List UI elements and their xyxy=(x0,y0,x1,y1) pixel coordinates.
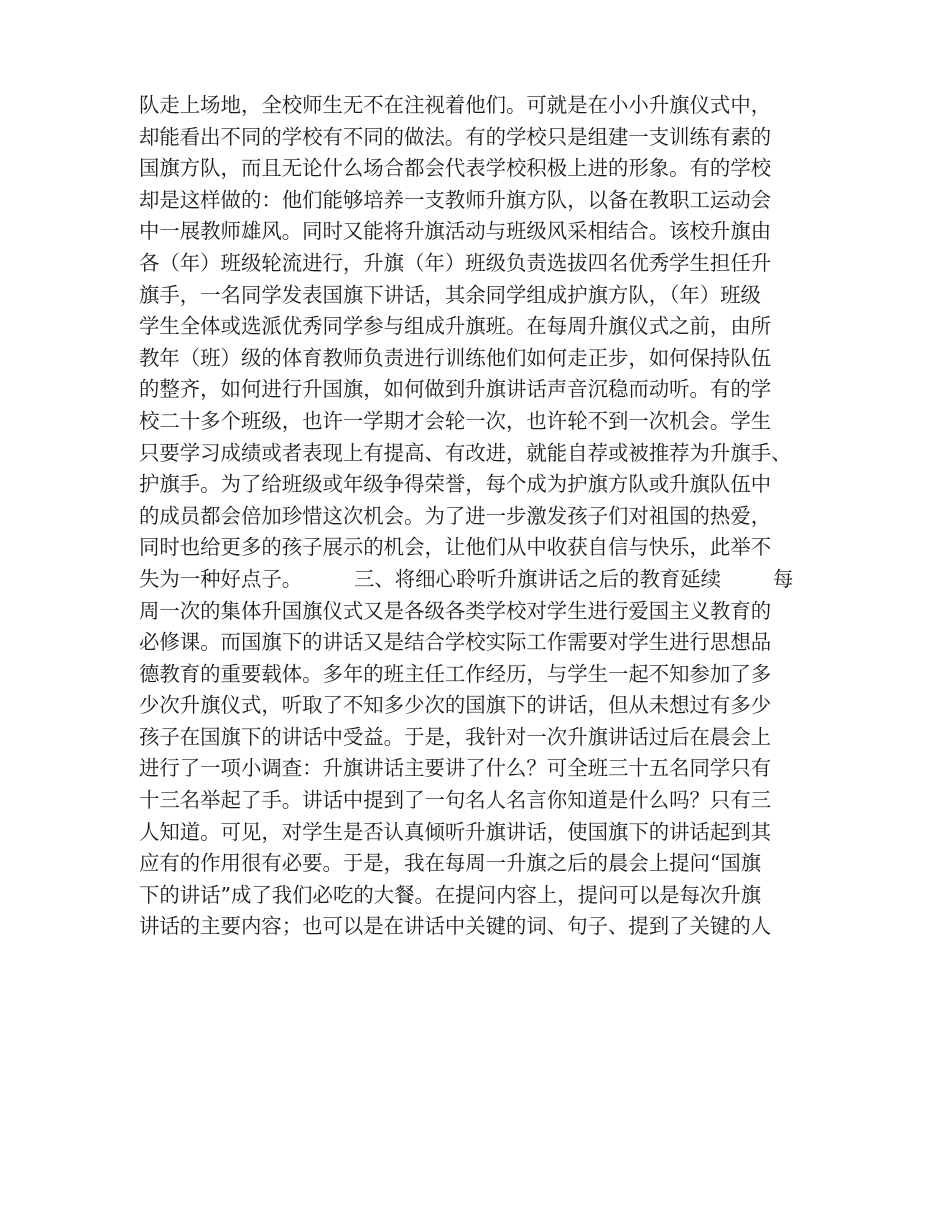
text-line: 的成员都会倍加珍惜这次机会。为了进一步激发孩子们对祖国的热爱， xyxy=(139,503,772,528)
text-line: 德教育的重要载体。多年的班主任工作经历，与学生一起不知参加了多 xyxy=(139,661,772,686)
text-line: 学生全体或选派优秀同学参与组成升旗班。在每周升旗仪式之前，由所 xyxy=(139,314,772,339)
text-line: 中一展教师雄风。同时又能将升旗活动与班级风采相结合。该校升旗由 xyxy=(139,219,772,244)
body-text xyxy=(139,90,829,943)
text-line: 国旗方队，而且无论什么场合都会代表学校积极上进的形象。有的学校 xyxy=(139,156,772,181)
text-line: 校二十多个班级，也许一学期才会轮一次，也许轮不到一次机会。学生 xyxy=(139,408,772,433)
text-line: 各（年）班级轮流进行，升旗（年）班级负责选拔四名优秀学生担任升 xyxy=(139,250,772,275)
text-line: 却能看出不同的学校有不同的做法。有的学校只是组建一支训练有素的 xyxy=(139,124,772,149)
text-line: 同时也给更多的孩子展示的机会，让他们从中收获自信与快乐，此举不 xyxy=(139,535,772,560)
text-line: 进行了一项小调查：升旗讲话主要讲了什么？可全班三十五名同学只有 xyxy=(139,756,772,781)
text-line: 人知道。可见，对学生是否认真倾听升旗讲话，使国旗下的讲话起到其 xyxy=(139,819,772,844)
text-line: 的整齐，如何进行升国旗，如何做到升旗讲话声音沉稳而动听。有的学 xyxy=(139,377,772,402)
text-line: 却是这样做的：他们能够培养一支教师升旗方队，以备在教职工运动会 xyxy=(139,187,772,212)
text-line: 下的讲话”成了我们必吃的大餐。在提问内容上，提问可以是每次升旗 xyxy=(139,882,762,907)
text-line: 孩子在国旗下的讲话中受益。于是，我针对一次升旗讲话过后在晨会上 xyxy=(139,724,772,749)
text-line: 失为一种好点子。 三、将细心聆听升旗讲话之后的教育延续 每 xyxy=(139,566,794,591)
text-line: 十三名举起了手。讲话中提到了一句名人名言你知道是什么吗？只有三 xyxy=(139,788,772,813)
text-line: 讲话的主要内容；也可以是在讲话中关键的词、句子、提到了关键的人 xyxy=(139,914,772,939)
text-line: 必修课。而国旗下的讲话又是结合学校实际工作需要对学生进行思想品 xyxy=(139,630,772,655)
text-line: 教年（班）级的体育教师负责进行训练他们如何走正步，如何保持队伍 xyxy=(139,345,772,370)
text-line: 队走上场地，全校师生无不在注视着他们。可就是在小小升旗仪式中， xyxy=(139,93,772,117)
text-line: 应有的作用很有必要。于是，我在每周一升旗之后的晨会上提问“国旗 xyxy=(139,851,762,876)
text-line: 旗手，一名同学发表国旗下讲话，其余同学组成护旗方队，（年）班级 xyxy=(139,282,761,307)
text-line: 只要学习成绩或者表现上有提高、有改进，就能自荐或被推荐为升旗手、 xyxy=(139,440,792,465)
text-line: 周一次的集体升国旗仪式又是各级各类学校对学生进行爱国主义教育的 xyxy=(139,598,772,623)
text-line: 护旗手。为了给班级或年级争得荣誉，每个成为护旗方队或升旗队伍中 xyxy=(139,472,772,497)
text-line: 少次升旗仪式，听取了不知多少次的国旗下的讲话，但从未想过有多少 xyxy=(139,693,772,718)
